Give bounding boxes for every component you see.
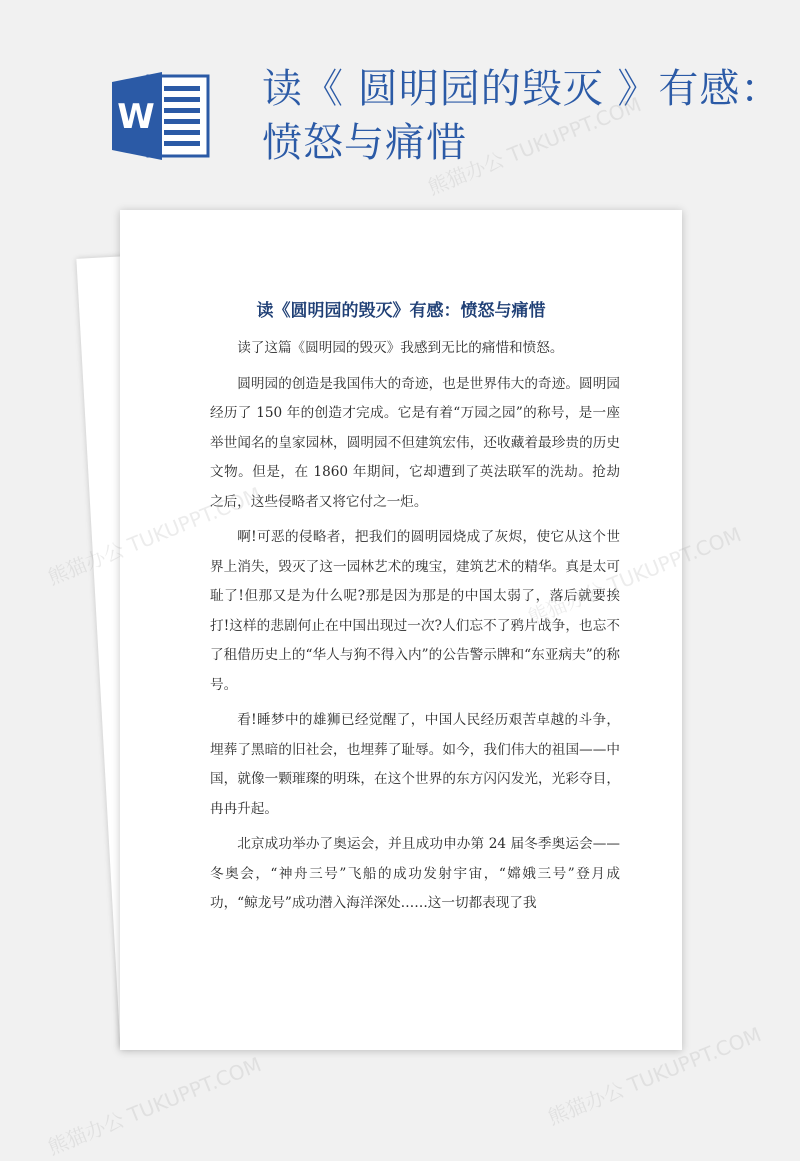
svg-text:W: W: [117, 97, 155, 137]
paragraph: 读了这篇《圆明园的毁灭》我感到无比的痛惜和愤怒。: [237, 340, 564, 356]
paragraph: 北京成功举办了奥运会，并且成功申办第 24 届冬季奥运会——冬奥会，“神舟三号”飞船的成功发射宇宙，“嫦娥三号”登月成功，“鲸龙号”成功潜入海洋深处……这一切都表现了我: [210, 836, 620, 911]
watermark: 熊猫办公 TUKUPPT.COM: [44, 1052, 265, 1160]
watermark: 熊猫办公: [44, 537, 128, 590]
paragraph: 看!睡梦中的雄狮已经觉醒了，中国人民经历艰苦卓越的斗争，埋葬了黑暗的旧社会，也埋葬了耻辱。如今，我们伟大的祖国——中国，就像一颗璀璨的明珠，在这个世界的东方闪闪发光，光彩夺目，冉冉升起。: [210, 712, 620, 817]
word-document-icon: [112, 72, 212, 160]
document-page: [120, 210, 682, 1050]
paragraph: 啊!可恶的侵略者，把我们的圆明园烧成了灰烬，使它从这个世界上消失，毁灭了这一园林艺术的瑰宝，建筑艺术的精华。真是太可耻了!但那又是为什么呢?那是因为那是的中国太弱了，落后就要挨打!这样的悲剧何止在中国出现过一次?人们忘不了鸦片战争，也忘不了租借历史上的“华人与狗不得入内”的公告警示牌和“东亚病夫”的称号。: [210, 529, 620, 693]
page-title: 读《 圆明园的毁灭 》有感：愤怒与痛惜: [262, 66, 782, 166]
watermark: 熊猫办公 TUKUPPT.COM: [424, 92, 645, 200]
document-title: 读《圆明园的毁灭》有感：愤怒与痛惜: [256, 301, 546, 321]
paragraph: 圆明园的创造是我国伟大的奇迹，也是世界伟大的奇迹。圆明园经历了 150 年的创造才完成。它是有着“万园之园”的称号，是一座举世闻名的皇家园林，圆明园不但建筑宏伟，还收藏着最珍贵的历史文物。但是，在 1860 年期间，它却遭到了英法联军的洗劫。抢劫之后，这些侵略者又将它付之一炬。: [210, 375, 620, 510]
document-body: [210, 334, 620, 925]
watermark: 熊猫办公 TUKUPPT.COM: [544, 1022, 765, 1130]
